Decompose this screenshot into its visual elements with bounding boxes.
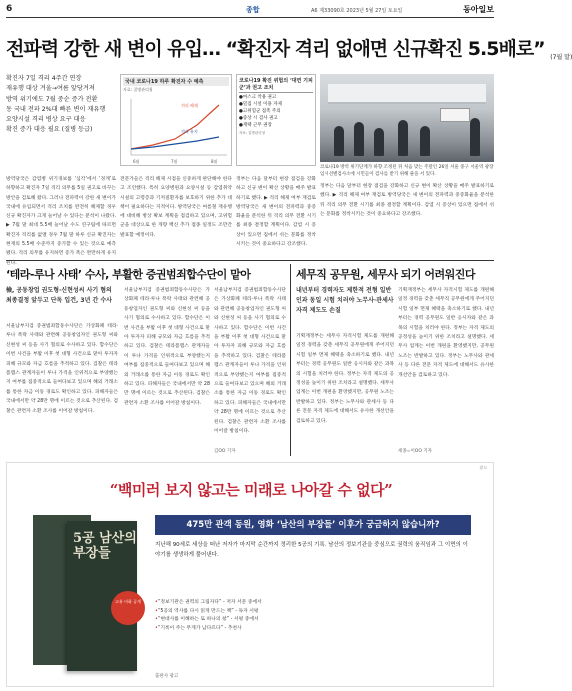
news-photo: [320, 74, 494, 162]
ad-body: 지난해 90세로 세상을 떠난 저자가 마지막 순간까지 정리한 5공의 기록. 남산의 정보기관을 중심으로 권력의 움직임과 그 이면의 이야기를 생생하게 풀어낸다.: [155, 542, 468, 558]
ad-quote: • “기록이 주는 무게가 남다르다” - 추천사: [155, 625, 471, 634]
article-body-col3: 정부는 다음 달부터 현장 점검을 강화하고 신규 변이 확산 상황을 매주 발표하기로 했다. ▶ 격리 해제 여부 재검토 방역당국은 새 변이의 전파력과 중증화율을 분석한 뒤 격리 의무 전환 시기를 최종 결정할 계획이다. 감염 시 증상이 있으면 집에서 쉬는 문화를 정착시키는 것이 중요하다고 강조했다.: [236, 177, 316, 248]
ad-badge: 고유 비화 공개: [111, 591, 145, 625]
legend-kept: 격리 유지: [181, 129, 198, 134]
x-tick-label: 8월: [211, 159, 218, 164]
main-headline: [6, 34, 572, 61]
left-article-byline: 김OO 기자: [214, 449, 236, 454]
photo-person: [374, 128, 384, 156]
ad-publisher: 출판사 광고: [155, 674, 179, 679]
ad-headline: “백미러 보지 않고는 미래로 나아갈 수 없다”: [109, 481, 393, 499]
photo-person: [470, 118, 480, 156]
book-advertisement[interactable]: [6, 462, 494, 687]
info-box-source: 자료: 질병관리청: [239, 131, 265, 135]
ad-label: 광고: [479, 465, 487, 470]
photo-tent: [328, 84, 486, 104]
newspaper-logo: 동아일보: [463, 4, 494, 14]
deck: [6, 74, 116, 136]
ad-quote: • “정보기관은 권력의 그림자다” - 저자 서문 중에서: [155, 599, 471, 608]
ad-quote: • “현대사를 이해하는 또 하나의 창” - 서평 중에서: [155, 616, 471, 625]
main-headline-text: 전파력 강한 새 변이 유입… “확진자 격리 없애면 신규확진 5.5배로”: [6, 38, 545, 60]
headline-note: (7월 말): [550, 54, 572, 61]
right-article-subtitle: 내년부터 경력자도 제한적 전형 일반인과 동일 시험 치러야 노무사·관세사 자격 제도도 손질: [296, 287, 394, 314]
chart-source: 자료: 질병관리청: [123, 87, 153, 92]
right-article-byline: 세종=이OO 기자: [398, 449, 433, 454]
legend-removed: 격리 해제: [181, 103, 198, 108]
article-body-col4: 정부는 다음 달부터 현장 점검을 강화하고 신규 변이 확산 상황을 매주 발표하기로 했다. ▶ 격리 해제 여부 재검토 방역당국은 새 변이의 전파력과 중증화율을 분석한 뒤 격리 의무 전환 시기를 최종 결정할 계획이다. 감염 시 증상이 있으면 집에서 쉬는 문화를 정착시키는 것이 중요하다고 강조했다.: [320, 184, 494, 217]
page-header: [6, 4, 494, 18]
photo-person: [398, 120, 408, 156]
deck-line: 확진 증가 대응 필요 (질병 등급): [6, 126, 93, 134]
ad-quotes: [155, 599, 471, 633]
deck-line: 요양시설 격리 병상 요구 대응: [6, 116, 86, 124]
deck-line: 동 국내 전파 2%대 빠른 변이 재유행: [6, 105, 106, 113]
photo-caption: 코로나19 방역 위기단계가 하향 조정된 뒤 처음 맞는 주말인 26일 서울 중구 서울역 광장 임시선별검사소에 시민들이 검사를 받기 위해 줄을 서 있다.: [320, 165, 494, 177]
chart-graphic: [123, 95, 229, 165]
issue-meta: A6 제33090호 2023년 5월 27일 토요일: [311, 8, 403, 14]
photo-person: [354, 122, 364, 156]
info-box: [236, 74, 316, 166]
right-article-body-col1: 기획재정부는 세무사 자격시험 제도를 개편해 일정 경력을 갖춘 세무직 공무원에게 주어지던 시험 일부 면제 혜택을 축소하기로 했다. 내년부터는 경력 공무원도 일반 응시자와 같은 과목의 시험을 치러야 한다. 정부는 자격 제도의 공정성을 높이기 위한 조치라고 설명했다. 세무사 업계는 이번 개편을 환영했지만, 공무원 노조는 반발하고 있다. 정부는 노무사와 관세사 등 다른 전문 자격 제도에 대해서도 유사한 개선안을 검토하고 있다.: [296, 334, 394, 424]
info-box-row: ●밀집 시설 이용 자제: [239, 102, 282, 107]
x-tick-label: 7월: [171, 159, 178, 164]
left-article-title: ‘테라-루나 사태’ 수사, 부활한 증권범죄합수단이 맡아: [6, 268, 251, 281]
info-box-row: ●재택 근무 권장: [239, 123, 272, 128]
photo-person: [420, 126, 430, 156]
deck-line: 재유행 대상 겨울→여름 앞당겨져: [6, 85, 95, 93]
right-article-title: 세무직 공무원, 세무사 되기 어려워진다: [296, 268, 476, 281]
ad-quote: • “5공의 역사를 다시 읽게 만드는 책” - 독자 서평: [155, 608, 471, 617]
article-body-col2: 전문가들은 격리 해제 시점을 신중하게 판단해야 한다고 조언했다. 특히 요양병원과 요양시설 등 감염취약시설의 고령층과 기저질환자를 보호하기 위한 추가 대책이 필요하다는 지적이다. 방역당국은 여름철 재유행에 대비해 병상 확보 계획을 점검하고 있으며, 고위험군을 대상으로 한 개량 백신 추가 접종 일정도 조만간 발표할 예정이다.: [120, 177, 232, 238]
info-box-title: 코로나19 확진 위험의 ‘대면 기피군’과 권고 조치: [239, 78, 313, 91]
deck-line: 확진자 7일 격리 4주간 연장: [6, 75, 82, 82]
photo-sign: [440, 108, 470, 122]
line-isolation-removed: [131, 105, 219, 149]
column-divider: [290, 264, 291, 456]
book-title: 5공 남산의 부장들: [73, 531, 137, 561]
article-body-col1: 방역당국은 감염병 위기경보를 ‘심각’에서 ‘경계’로 하향하고 확진자 7일 격리 의무를 5일 권고로 바꾸는 방안을 검토해 왔다. 그러나 전파력이 강한 새 변이가 국내에 유입되면서 격리 조치를 완전히 해제할 경우 신규 확진자가 크게 늘어날 수 있다는 분석이 나왔다. ▶ 7월 말 최대 5.5배 늘어날 수도 연구팀에 따르면 확진자 격리를 없앨 경우 7월 말 하루 신규 확진자는 현재의 5.5배 수준까지 증가할 수 있는 것으로 예측됐다. 격리 의무를 유지하면 증가 폭은 완만하게 유지된다.: [6, 177, 116, 266]
section-divider: [6, 260, 494, 261]
left-article-body-col3: 서울남부지검 증권범죄합동수사단은 가상화폐 테라·루나 폭락 사태와 관련해 공동창업자인 권도형 씨와 신현성 씨 등을 사기 혐의로 수사하고 있다. 합수단은 이번 사건을 부활 이후 첫 대형 사건으로 맡아 투자자 피해 규모와 자금 흐름을 추적하고 있다. 검찰은 테라폼랩스 관계자들이 루나 가격을 인위적으로 부양했는지 여부를 집중적으로 들여다보고 있으며 해외 거래소를 통한 자금 이동 경로도 확인하고 있다. 피해자들은 국내에서만 약 28만 명에 이르는 것으로 추산된다. 검찰은 관련자 소환 조사를 이어갈 방침이다.: [214, 288, 286, 435]
info-box-row: ●마스크 착용 권고: [239, 95, 277, 100]
right-article-body-col2: 기획재정부는 세무사 자격시험 제도를 개편해 일정 경력을 갖춘 세무직 공무원에게 주어지던 시험 일부 면제 혜택을 축소하기로 했다. 내년부터는 경력 공무원도 일반 응시자와 같은 과목의 시험을 치러야 한다. 정부는 자격 제도의 공정성을 높이기 위한 조치라고 설명했다. 세무사 업계는 이번 개편을 환영했지만, 공무원 노조는 반발하고 있다. 정부는 노무사와 관세사 등 다른 전문 자격 제도에 대해서도 유사한 개선안을 검토하고 있다.: [398, 288, 494, 378]
section-label: 종합: [246, 6, 260, 14]
left-article-subtitle: 檢, 공동창업 권도형·신현성씨 사기 혐의 최종결정 앞두고 단독 입건, 3년 간 수사: [6, 287, 112, 304]
page-number: 6: [6, 4, 13, 14]
deck-line: 방역 위기에도 7월 중순 증가 전환: [6, 95, 98, 103]
infographic-chart: [120, 74, 232, 166]
photo-person: [334, 126, 344, 156]
left-article-body-col1: 서울남부지검 증권범죄합동수사단은 가상화폐 테라·루나 폭락 사태와 관련해 공동창업자인 권도형 씨와 신현성 씨 등을 사기 혐의로 수사하고 있다. 합수단은 이번 사건을 부활 이후 첫 대형 사건으로 맡아 투자자 피해 규모와 자금 흐름을 추적하고 있다. 검찰은 테라폼랩스 관계자들이 루나 가격을 인위적으로 부양했는지 여부를 집중적으로 들여다보고 있으며 해외 거래소를 통한 자금 이동 경로도 확인하고 있다. 피해자들은 국내에서만 약 28만 명에 이르는 것으로 추산된다. 검찰은 관련자 소환 조사를 이어갈 방침이다.: [6, 324, 118, 414]
ad-banner: 475만 관객 동원, 영화 ‘남산의 부장들’ 이후가 궁금하지 않습니까?: [155, 515, 471, 535]
info-box-row: ●증상 시 검사 권고: [239, 116, 278, 121]
chart-title: 국내 코로나19 하루 확진자 수 예측: [123, 77, 229, 86]
info-box-row: ●고위험군 접촉 주의: [239, 109, 281, 114]
x-tick-label: 6월: [133, 159, 140, 164]
left-article-body-col2: 서울남부지검 증권범죄합동수사단은 가상화폐 테라·루나 폭락 사태와 관련해 공동창업자인 권도형 씨와 신현성 씨 등을 사기 혐의로 수사하고 있다. 합수단은 이번 사건을 부활 이후 첫 대형 사건으로 맡아 투자자 피해 규모와 자금 흐름을 추적하고 있다. 검찰은 테라폼랩스 관계자들이 루나 가격을 인위적으로 부양했는지 여부를 집중적으로 들여다보고 있으며 해외 거래소를 통한 자금 이동 경로도 확인하고 있다. 피해자들은 국내에서만 약 28만 명에 이르는 것으로 추산된다. 검찰은 관련자 소환 조사를 이어갈 방침이다.: [124, 288, 210, 406]
